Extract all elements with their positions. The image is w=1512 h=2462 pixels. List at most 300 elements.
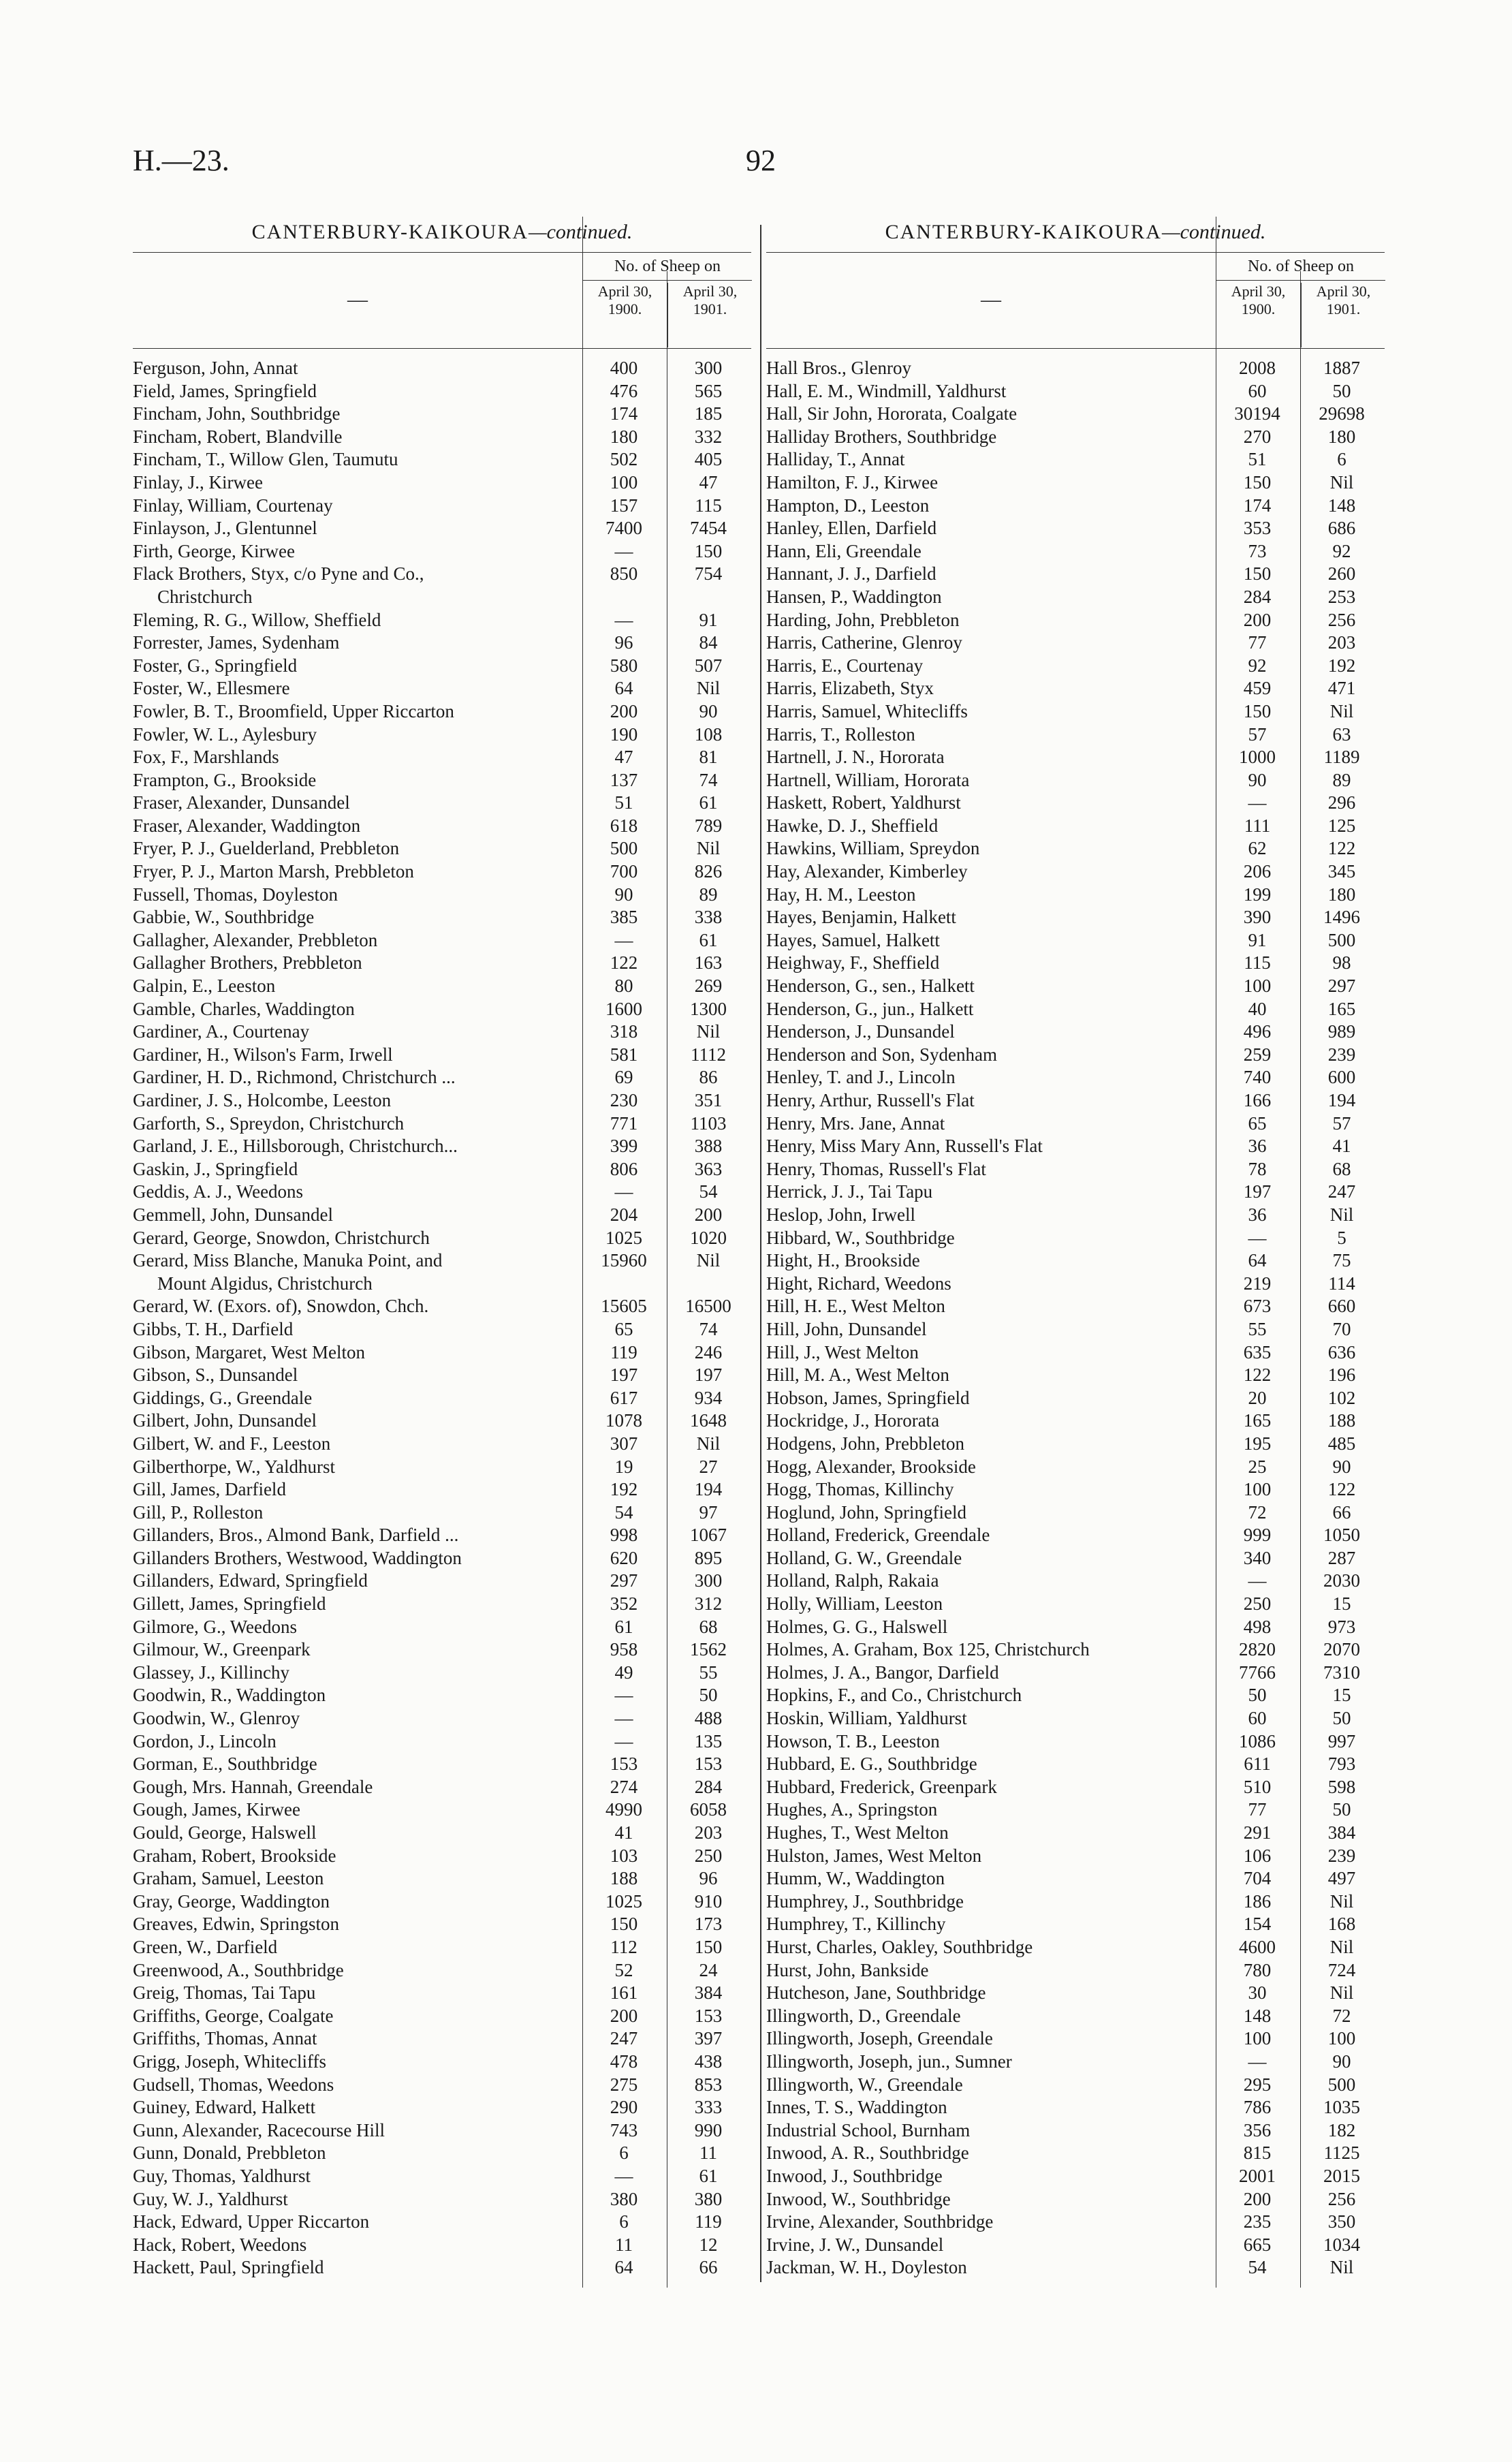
table-row (133, 1456, 751, 1479)
sheep-1901-value: 5 (1337, 1227, 1346, 1248)
owner-name: Hay, Alexander, Kimberley (766, 861, 968, 882)
owner-name: Hubbard, Frederick, Greenpark (766, 1776, 997, 1797)
sheep-1900-value: 1025 (605, 1227, 642, 1248)
owner-name: Gunn, Donald, Prebbleton (133, 2142, 326, 2164)
table-row (133, 746, 751, 769)
owner-name: Henry, Thomas, Russell's Flat (766, 1158, 986, 1179)
table-row (766, 1273, 1385, 1296)
table-row (766, 2096, 1385, 2119)
table-row (766, 632, 1385, 655)
sheep-1901-value: 724 (1327, 1959, 1356, 1980)
table-row (133, 1616, 751, 1639)
sheep-1901-value: 789 (694, 815, 723, 836)
sheep-1901-value: 351 (694, 1090, 723, 1110)
sheep-1901-value: 203 (1327, 632, 1356, 653)
table-row (133, 1822, 751, 1845)
table-row (766, 2188, 1385, 2211)
table-row (766, 677, 1385, 700)
sheep-1901-value: 89 (699, 884, 718, 905)
sheep-1901-value: 754 (694, 563, 723, 585)
sheep-1900-value: — (614, 929, 633, 950)
sheep-1900-value: 6 (619, 2211, 629, 2232)
table-row (766, 1753, 1385, 1776)
sheep-1901-value: 41 (1332, 1136, 1351, 1157)
table-row (766, 700, 1385, 723)
owner-name: Henley, T. and J., Lincoln (766, 1067, 956, 1088)
table-row (133, 540, 751, 563)
sheep-1900-value: 100 (610, 471, 638, 493)
sheep-1901-value: 125 (1327, 815, 1356, 836)
table-row (133, 1662, 751, 1685)
sheep-1901-value: 150 (694, 1936, 723, 1957)
sheep-1901-value: 74 (699, 1318, 718, 1339)
table-row (766, 495, 1385, 518)
sheep-1901-value: 24 (699, 1959, 718, 1980)
table-row (766, 2005, 1385, 2028)
name-column-header: — (347, 288, 368, 311)
sheep-1901-value: 250 (694, 1845, 723, 1866)
sheep-1900-value: 119 (610, 1341, 637, 1362)
owner-name: Fox, F., Marshlands (133, 747, 279, 768)
sheep-1901-value: 75 (1332, 1250, 1351, 1271)
table-row (766, 1433, 1385, 1456)
sheep-1901-value: 192 (1327, 655, 1356, 676)
sheep-1901-value: 1648 (690, 1410, 727, 1431)
sheep-1900-value: 15605 (601, 1296, 647, 1317)
sheep-1901-value: 185 (694, 403, 723, 424)
table-row (133, 1387, 751, 1410)
table-row (766, 1135, 1385, 1158)
owner-name: Gillett, James, Springfield (133, 1593, 326, 1615)
owner-name: Field, James, Springfield (133, 380, 317, 401)
owner-name: Greenwood, A., Southbridge (133, 1959, 344, 1980)
sheep-1901-value: 68 (699, 1616, 718, 1637)
sheep-1901-value: Nil (1329, 1890, 1354, 1912)
sheep-1900-value: 64 (1248, 1250, 1267, 1271)
report-reference: H.—23. (133, 144, 230, 177)
sheep-1901-value: 247 (1327, 1181, 1356, 1202)
table-row (766, 1227, 1385, 1250)
sheep-1900-value: 275 (610, 2074, 638, 2095)
table-row (133, 1227, 751, 1250)
table-row (766, 1959, 1385, 1982)
sheep-1901-value: 86 (699, 1067, 718, 1088)
sheep-1901-value: 98 (1332, 952, 1351, 973)
table-row (133, 1707, 751, 1730)
table-row (766, 2051, 1385, 2074)
owner-name: Henderson and Son, Sydenham (766, 1044, 997, 1065)
sheep-1900-value: 30 (1248, 1982, 1267, 2004)
sheep-1901-value: 826 (694, 861, 723, 882)
sheep-1901-value: 165 (1327, 998, 1356, 1019)
sheep-1901-value: 66 (1332, 1501, 1351, 1523)
value-column-rule (1300, 271, 1301, 2288)
sheep-1901-value: 197 (694, 1365, 723, 1386)
owner-name: Henry, Mrs. Jane, Annat (766, 1112, 945, 1134)
owner-name: Fincham, John, Southbridge (133, 403, 341, 424)
table-row (133, 1867, 751, 1890)
sheep-1901-value: 287 (1327, 1547, 1356, 1568)
sheep-1900-value: 55 (1248, 1318, 1267, 1339)
sheep-1900-value: 673 (1243, 1296, 1272, 1317)
table-row (133, 1135, 751, 1158)
sheep-1901-value: 203 (694, 1822, 723, 1843)
owner-name: Hall Bros., Glenroy (766, 358, 911, 378)
table-row (133, 998, 751, 1021)
year-1901-header: April 30, 1901. (667, 283, 752, 347)
sheep-1901-value: 12 (699, 2234, 718, 2255)
owner-name: Humphrey, J., Southbridge (766, 1890, 964, 1912)
sheep-1901-value: 6058 (690, 1799, 727, 1820)
table-row (766, 1158, 1385, 1181)
sheep-1901-value: 300 (694, 1570, 723, 1591)
sheep-1901-value: 1300 (690, 998, 727, 1019)
table-row (766, 403, 1385, 426)
table-row (766, 1662, 1385, 1685)
table-row (133, 1433, 751, 1456)
sheep-1900-value: 30194 (1234, 403, 1280, 424)
sheep-1901-value: 380 (694, 2188, 723, 2209)
sheep-1900-value: 1078 (605, 1410, 642, 1431)
table-row (766, 563, 1385, 586)
sheep-1901-value: 27 (699, 1456, 718, 1477)
owner-name: Hayes, Samuel, Halkett (766, 929, 940, 950)
sheep-1901-value: 200 (694, 1204, 723, 1225)
owner-name: Griffiths, Thomas, Annat (133, 2028, 317, 2049)
table-row (133, 609, 751, 632)
sheep-1901-value: 68 (1332, 1158, 1351, 1179)
sheep-1900-value: 137 (610, 769, 638, 790)
sheep-1901-value: 1020 (690, 1227, 727, 1248)
owner-name: Hight, H., Brookside (766, 1250, 920, 1271)
sheep-1901-value: 246 (694, 1341, 723, 1362)
table-row (766, 2211, 1385, 2234)
owner-name: Hampton, D., Leeston (766, 495, 930, 516)
owner-name: Humm, W., Waddington (766, 1868, 945, 1889)
table-row (766, 792, 1385, 815)
table-row (133, 1501, 751, 1525)
table-row (766, 952, 1385, 975)
table-row (133, 1318, 751, 1341)
table-row (766, 426, 1385, 449)
sheep-1900-value: — (1248, 2051, 1267, 2072)
sheep-1901-value: 363 (694, 1158, 723, 1179)
sheep-1900-value: 190 (610, 723, 638, 745)
sheep-1900-value: 380 (610, 2188, 638, 2209)
owner-name: Holmes, G. G., Halswell (766, 1616, 948, 1637)
owner-name: Heslop, John, Irwell (766, 1204, 915, 1225)
sheep-1901-value: 196 (1327, 1365, 1356, 1386)
owner-name: Foster, W., Ellesmere (133, 678, 290, 699)
table-row (766, 1456, 1385, 1479)
owner-name: Finlayson, J., Glentunnel (133, 518, 317, 539)
table-row (133, 1204, 751, 1227)
owner-name: Hodgens, John, Prebbleton (766, 1433, 964, 1454)
table-row (133, 1158, 751, 1181)
table-row (133, 632, 751, 655)
table-row (766, 2074, 1385, 2097)
sheep-group-label: No. of Sheep on (1216, 253, 1385, 281)
owner-name: Inwood, A. R., Southbridge (766, 2142, 969, 2164)
owner-name: Gunn, Alexander, Racecourse Hill (133, 2119, 385, 2140)
owner-name: Holmes, A. Graham, Box 125, Christchurch (766, 1639, 1090, 1660)
table-row (133, 2005, 751, 2028)
sheep-1900-value: 740 (1243, 1067, 1272, 1088)
sheep-1900-value: 96 (614, 632, 633, 653)
table-row (766, 2256, 1385, 2279)
owner-name: Holmes, J. A., Bangor, Darfield (766, 1662, 999, 1683)
sheep-1900-value: 92 (1248, 655, 1267, 676)
sheep-1900-value: 54 (1248, 2257, 1267, 2278)
sheep-1900-value: 4990 (605, 1799, 642, 1820)
sheep-1901-value: 153 (694, 1754, 723, 1775)
table-row (133, 1524, 751, 1547)
owner-name: Gudsell, Thomas, Weedons (133, 2074, 334, 2095)
table-row (133, 1181, 751, 1204)
owner-name: Fraser, Alexander, Waddington (133, 815, 361, 836)
sheep-1901-value: Nil (1329, 2257, 1354, 2278)
sheep-1900-value: 54 (614, 1501, 633, 1523)
sheep-1900-value: 7766 (1239, 1662, 1276, 1683)
sheep-1901-value: 485 (1327, 1433, 1356, 1454)
owner-name: Illingworth, Joseph, Greendale (766, 2028, 993, 2049)
owner-name: Foster, G., Springfield (133, 655, 298, 676)
owner-name: Forrester, James, Sydenham (133, 632, 340, 653)
owner-name: Fryer, P. J., Guelderland, Prebbleton (133, 838, 400, 859)
sheep-1900-value: 385 (610, 907, 638, 928)
sheep-1900-value: — (614, 1181, 633, 1202)
sheep-1901-value: 438 (694, 2051, 723, 2072)
table-row (133, 1753, 751, 1776)
sheep-1900-value: 270 (1243, 426, 1272, 447)
owner-name: Gillanders Brothers, Westwood, Waddington (133, 1547, 462, 1568)
owner-name: Griffiths, George, Coalgate (133, 2005, 334, 2026)
table-row (766, 1936, 1385, 1959)
sheep-1901-value: Nil (696, 1433, 721, 1454)
sheep-1900-value: 581 (610, 1044, 638, 1065)
sheep-1901-value: 100 (1327, 2028, 1356, 2049)
owner-name: Frampton, G., Brookside (133, 769, 317, 790)
sheep-1900-value: 7400 (605, 518, 642, 539)
owner-name: Hulston, James, West Melton (766, 1845, 982, 1866)
sheep-1900-value: 611 (1244, 1754, 1271, 1775)
table-row (133, 1936, 751, 1959)
table-row (133, 1593, 751, 1616)
sheep-1900-value: 297 (610, 1570, 638, 1591)
sheep-1900-value: 41 (614, 1822, 633, 1843)
table-row (133, 1341, 751, 1365)
table-row (766, 1364, 1385, 1387)
owner-name: Hibbard, W., Southbridge (766, 1227, 955, 1248)
sheep-group-label: No. of Sheep on (583, 253, 752, 281)
sheep-1900-value: 154 (1243, 1914, 1272, 1935)
sheep-1901-value: 300 (694, 358, 723, 378)
sheep-1900-value: 195 (1243, 1433, 1272, 1454)
sheep-1900-value: 250 (1243, 1593, 1272, 1615)
sheep-1901-value: 61 (699, 929, 718, 950)
table-row (133, 380, 751, 403)
sheep-1900-value: 291 (1243, 1822, 1272, 1843)
sheep-1900-value: 36 (1248, 1204, 1267, 1225)
sheep-1900-value: 174 (610, 403, 638, 424)
sheep-1901-value: 973 (1327, 1616, 1356, 1637)
owner-name: Gerard, W. (Exors. of), Snowdon, Chch. (133, 1296, 429, 1317)
owner-name: Gallagher Brothers, Prebbleton (133, 952, 362, 973)
owner-name: Gill, James, Darfield (133, 1479, 286, 1500)
owner-name: Gerard, Miss Blanche, Manuka Point, and Mount Algidus, Christchurch (133, 1250, 443, 1294)
table-row (766, 1638, 1385, 1662)
sheep-1901-value: 256 (1327, 609, 1356, 630)
sheep-1900-value: 36 (1248, 1136, 1267, 1157)
sheep-1901-value: 115 (695, 495, 722, 516)
sheep-1900-value: 1600 (605, 998, 642, 1019)
sheep-1900-value: 150 (610, 1914, 638, 1935)
sheep-1901-value: 66 (699, 2257, 718, 2278)
owner-name: Innes, T. S., Waddington (766, 2097, 947, 2118)
owner-name: Hurst, John, Bankside (766, 1959, 929, 1980)
table-row (133, 1638, 751, 1662)
sheep-1901-value: 388 (694, 1136, 723, 1157)
sheep-1900-value: 51 (1248, 449, 1267, 470)
owner-name: Fraser, Alexander, Dunsandel (133, 792, 350, 813)
owner-name: Hughes, A., Springston (766, 1799, 938, 1820)
owner-name: Gibbs, T. H., Darfield (133, 1318, 294, 1339)
sheep-1900-value: 635 (1243, 1341, 1272, 1362)
table-row (133, 495, 751, 518)
owner-name: Ferguson, John, Annat (133, 358, 298, 378)
owner-name: Holly, William, Leeston (766, 1593, 943, 1615)
table-row (766, 380, 1385, 403)
owner-name: Fowler, W. L., Aylesbury (133, 723, 317, 745)
sheep-1900-value: 60 (1248, 380, 1267, 401)
sheep-1901-value: 2070 (1323, 1639, 1360, 1660)
sheep-1901-value: 61 (699, 2165, 718, 2186)
sheep-1901-value: Nil (696, 1021, 721, 1042)
right-column (766, 217, 1385, 2279)
table-row (133, 655, 751, 678)
table-row (133, 929, 751, 952)
sheep-1900-value: 290 (610, 2097, 638, 2118)
sheep-1901-value: 188 (1327, 1410, 1356, 1431)
sheep-1901-value: 338 (694, 907, 723, 928)
sheep-1901-value: 194 (1327, 1090, 1356, 1110)
owner-name: Hall, E. M., Windmill, Yaldhurst (766, 380, 1007, 401)
sheep-1900-value: 496 (1243, 1021, 1272, 1042)
table-row (766, 1524, 1385, 1547)
owner-name: Glassey, J., Killinchy (133, 1662, 289, 1683)
sheep-1900-value: 50 (1248, 1685, 1267, 1706)
owner-name: Irvine, Alexander, Southbridge (766, 2211, 994, 2232)
sheep-1900-value: 150 (1243, 471, 1272, 493)
owner-name: Henry, Arthur, Russell's Flat (766, 1090, 975, 1110)
sheep-1901-value: 102 (1327, 1387, 1356, 1408)
sheep-1901-value: 168 (1327, 1914, 1356, 1935)
owner-name: Green, W., Darfield (133, 1936, 278, 1957)
owner-name: Hight, Richard, Weedons (766, 1273, 951, 1294)
sheep-1901-value: 660 (1327, 1296, 1356, 1317)
table-row (133, 2074, 751, 2097)
table-row (766, 1204, 1385, 1227)
owner-name: Greig, Thomas, Tai Tapu (133, 1982, 316, 2004)
sheep-1901-value: Nil (696, 678, 721, 699)
table-row (766, 1890, 1385, 1914)
column-title: CANTERBURY-KAIKOURA—continued. (885, 221, 1266, 243)
sheep-1900-value: — (614, 540, 633, 561)
sheep-1900-value: 100 (1243, 2028, 1272, 2049)
sheep-1901-value: Nil (696, 1250, 721, 1271)
sheep-1900-value: 122 (1243, 1365, 1272, 1386)
sheep-1900-value: 780 (1243, 1959, 1272, 1980)
sheep-1900-value: 806 (610, 1158, 638, 1179)
owner-name: Gilmore, G., Weedons (133, 1616, 298, 1637)
table-row (766, 1798, 1385, 1822)
sheep-1901-value: 1034 (1323, 2234, 1360, 2255)
sheep-1901-value: 7454 (690, 518, 727, 539)
sheep-1900-value: 62 (1248, 838, 1267, 859)
table-row (133, 1982, 751, 2005)
sheep-1901-value: 150 (694, 540, 723, 561)
table-row (766, 1020, 1385, 1044)
owner-name: Gardiner, A., Courtenay (133, 1021, 310, 1042)
sheep-1901-value: 72 (1332, 2005, 1351, 2026)
sheep-1900-value: 20 (1248, 1387, 1267, 1408)
sheep-1900-value: 199 (1243, 884, 1272, 905)
owner-name: Hawkins, William, Spreydon (766, 838, 980, 859)
table-row (766, 609, 1385, 632)
sheep-1900-value: 64 (614, 678, 633, 699)
table-row (766, 1066, 1385, 1089)
sheep-1900-value: 65 (614, 1318, 633, 1339)
sheep-1900-value: 112 (610, 1936, 637, 1957)
sheep-1901-value: 350 (1327, 2211, 1356, 2232)
owner-name: Finlay, William, Courtenay (133, 495, 333, 516)
table-row (766, 1867, 1385, 1890)
owner-name: Hack, Edward, Upper Riccarton (133, 2211, 370, 2232)
sheep-1901-value: Nil (1329, 471, 1354, 493)
table-row (766, 1684, 1385, 1707)
page-header (133, 143, 1396, 177)
owner-name: Harris, T., Rolleston (766, 723, 915, 745)
sheep-1900-value: — (1248, 1570, 1267, 1591)
sheep-1901-value: 163 (694, 952, 723, 973)
owner-name: Gemmell, John, Dunsandel (133, 1204, 333, 1225)
owner-name: Holland, G. W., Greendale (766, 1547, 962, 1568)
sheep-1901-value: 686 (1327, 518, 1356, 539)
sheep-1900-value: 274 (610, 1776, 638, 1797)
sheep-1900-value: 186 (1243, 1890, 1272, 1912)
owner-name: Giddings, G., Greendale (133, 1387, 313, 1408)
sheep-1900-value: 19 (614, 1456, 633, 1477)
sheep-1900-value: 247 (610, 2028, 638, 2049)
table-row (766, 1181, 1385, 1204)
owner-name: Gardiner, H. D., Richmond, Christchurch ... (133, 1067, 456, 1088)
sheep-1901-value: 74 (699, 769, 718, 790)
sheep-1900-value: 998 (610, 1525, 638, 1546)
sheep-1901-value: 55 (699, 1662, 718, 1683)
sheep-1900-value: 65 (1248, 1112, 1267, 1134)
owner-name: Hutcheson, Jane, Southbridge (766, 1982, 986, 2004)
owner-name: Graham, Samuel, Leeston (133, 1868, 324, 1889)
sheep-1901-value: 239 (1327, 1845, 1356, 1866)
sheep-1900-value: 78 (1248, 1158, 1267, 1179)
name-column-header: — (981, 288, 1001, 311)
sheep-1900-value: 459 (1243, 678, 1272, 699)
sheep-1900-value: 580 (610, 655, 638, 676)
sheep-1901-value: 853 (694, 2074, 723, 2095)
sheep-1901-value: 997 (1327, 1730, 1356, 1751)
table-row (766, 837, 1385, 860)
table-row (766, 471, 1385, 495)
